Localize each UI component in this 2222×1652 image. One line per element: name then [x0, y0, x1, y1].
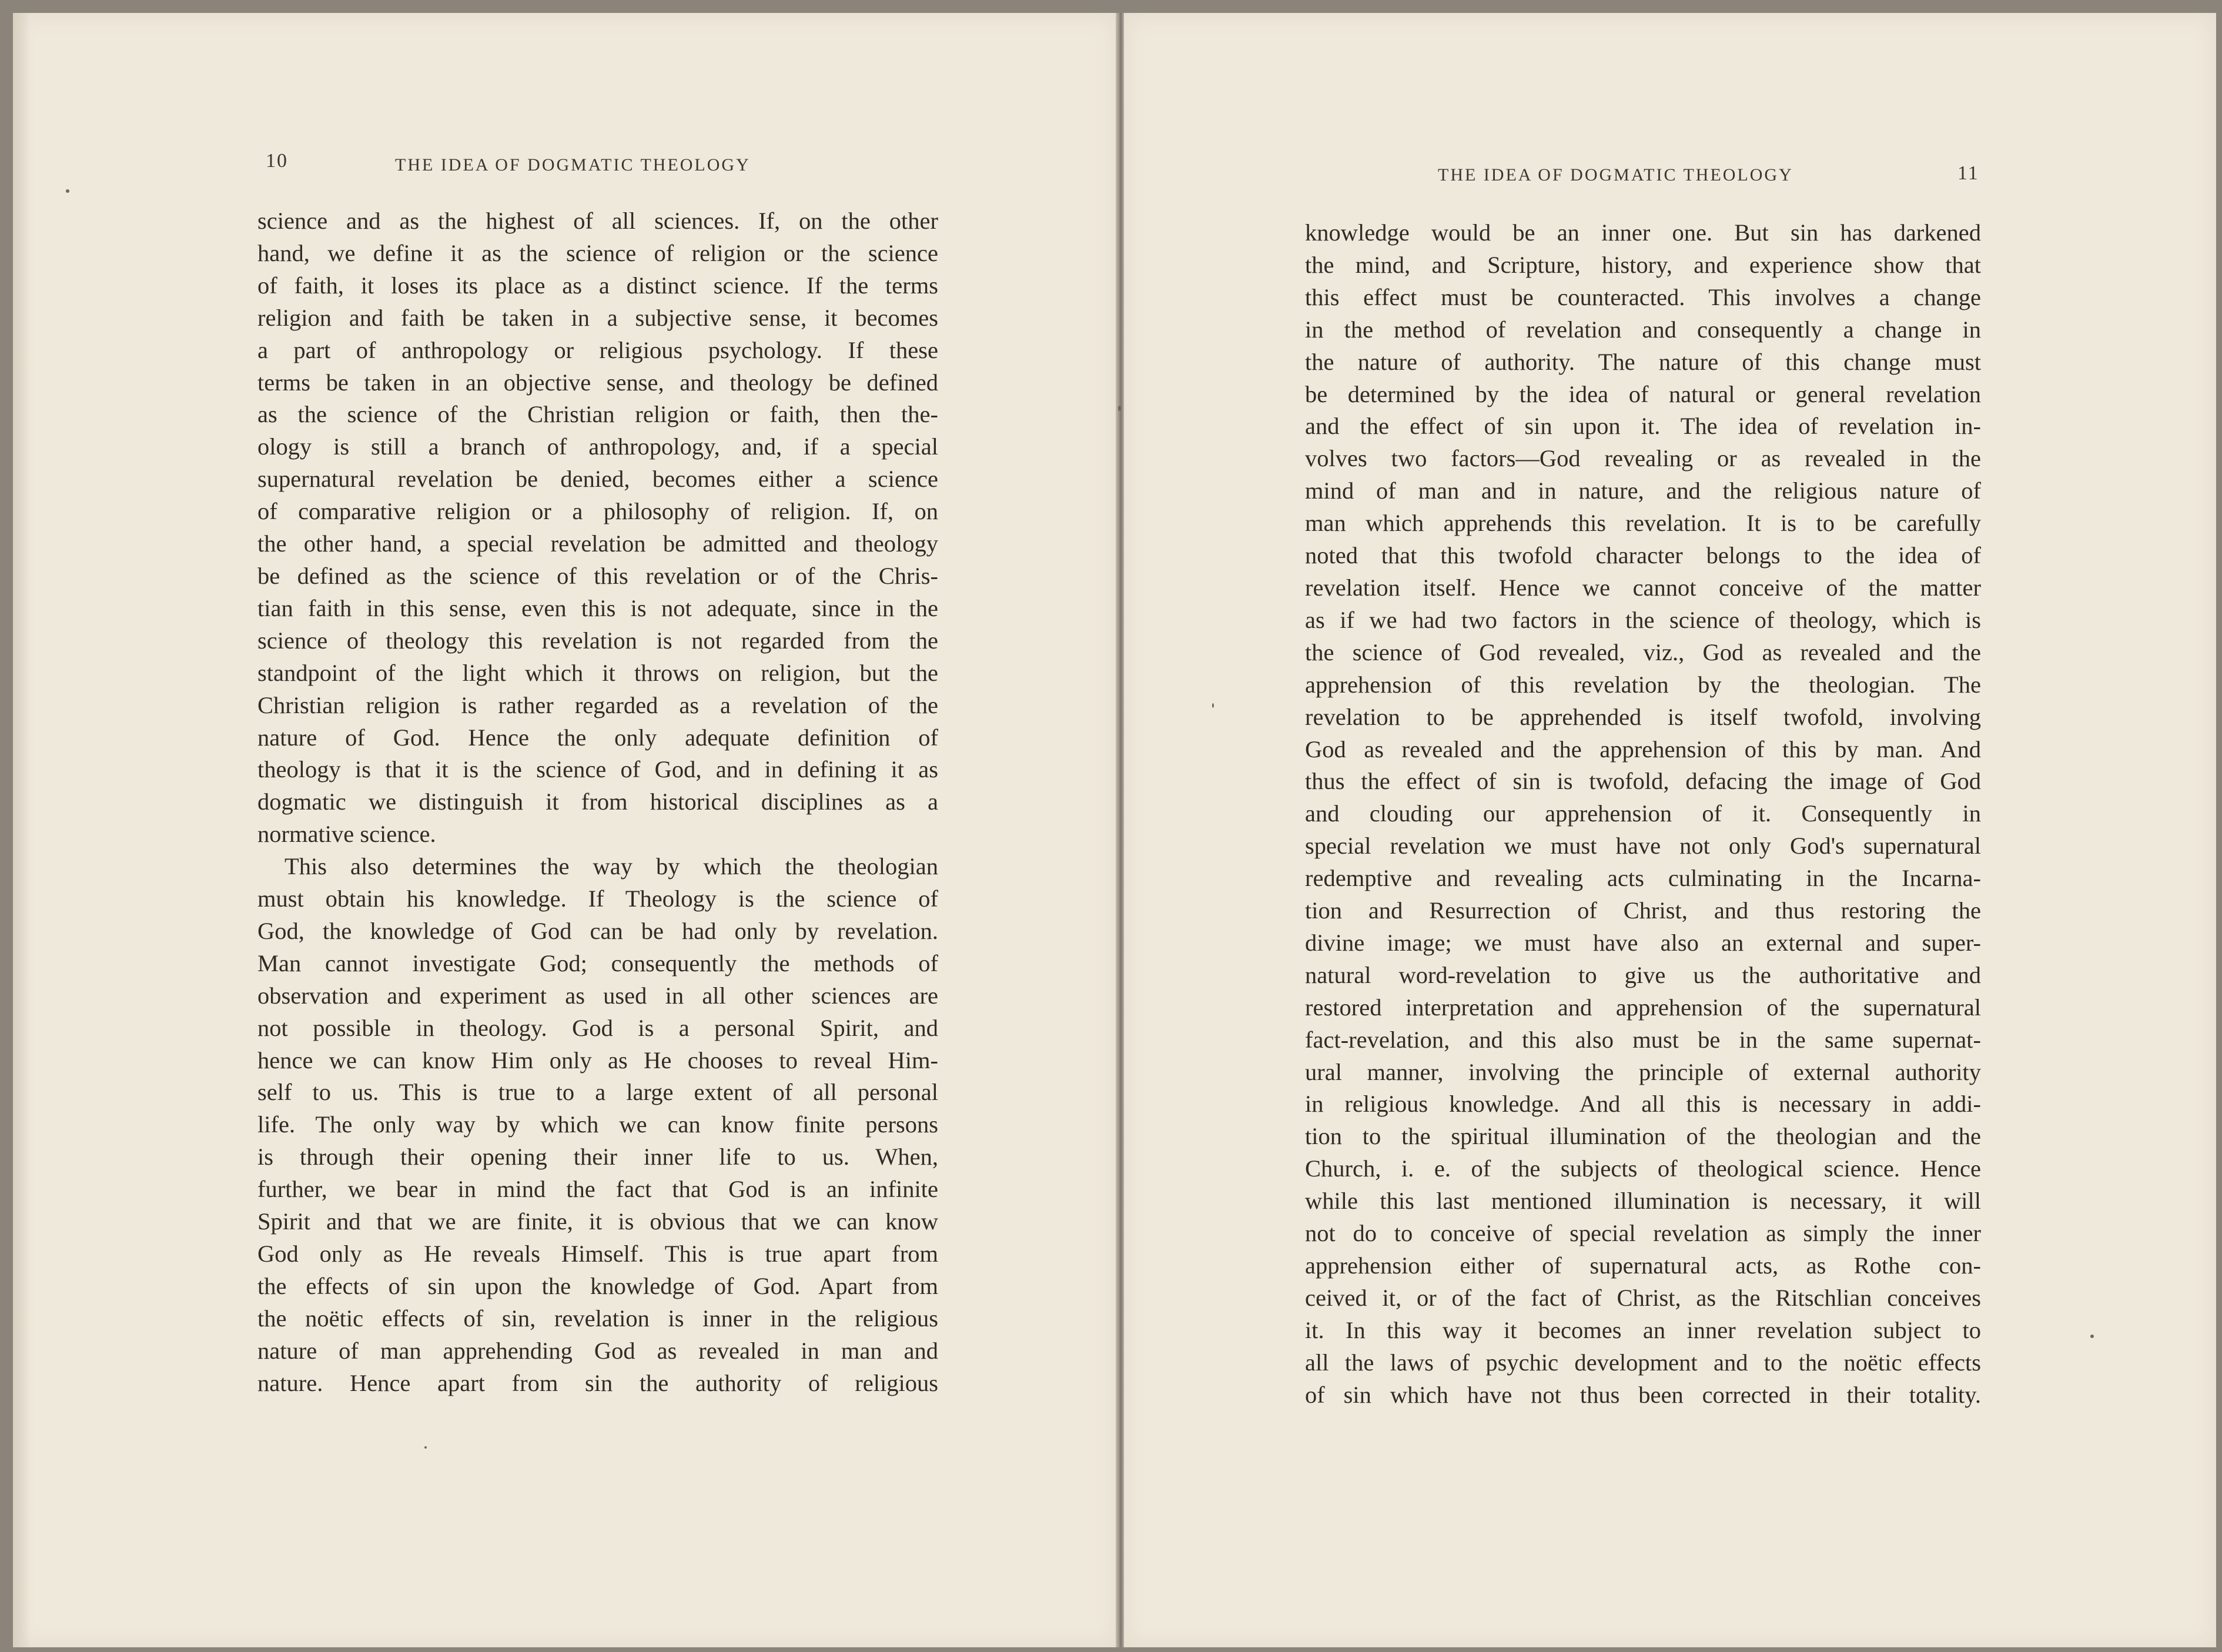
text-line: of sin which have not thus been corrected in their totality. — [1305, 1381, 1981, 1408]
text-line: science of theology this revelation is not regarded from the — [257, 627, 938, 654]
text-line: and clouding our apprehension of it. Consequently in — [1305, 800, 1981, 827]
text-line: divine image; we must have also an external and super- — [1305, 929, 1981, 956]
text-line: apprehension of this revelation by the theologian. The — [1305, 671, 1981, 698]
text-line: God only as He reveals Himself. This is true apart from — [257, 1240, 938, 1267]
left-page-number: 10 — [266, 150, 288, 172]
text-line: the other hand, a special revelation be admitted and theology — [257, 530, 938, 557]
text-line: standpoint of the light which it throws on religion, but the — [257, 659, 938, 686]
left-running-head: THE IDEA OF DOGMATIC THEOLOGY — [395, 155, 751, 175]
text-line: This also determines the way by which the theologian — [285, 853, 938, 880]
text-line: nature of man apprehending God as revealed in man and — [257, 1337, 938, 1364]
text-line: in the method of revelation and consequently a change in — [1305, 316, 1981, 343]
text-line: supernatural revelation be denied, becomes either a science — [257, 466, 938, 493]
paper-speck — [66, 189, 69, 193]
text-line: God as revealed and the apprehension of this by man. And — [1305, 735, 1981, 763]
text-line: mind of man and in nature, and the religious nature of — [1305, 477, 1981, 504]
text-line: ceived it, or of the fact of Christ, as the Ritschlian conceives — [1305, 1284, 1981, 1311]
right-page-body — [1305, 217, 1981, 1412]
text-line: be determined by the idea of natural or general revelation — [1305, 380, 1981, 407]
text-line: not possible in theology. God is a personal Spirit, and — [257, 1014, 938, 1041]
text-line: this effect must be counteracted. This involves a change — [1305, 283, 1981, 310]
left-page-body — [257, 205, 938, 1400]
text-line: Christian religion is rather regarded as a revelation of the — [257, 691, 938, 718]
text-line: self to us. This is true to a large extent of all personal — [257, 1079, 938, 1106]
text-line: the mind, and Scripture, history, and experience show that — [1305, 251, 1981, 278]
text-line: restored interpretation and apprehension of the supernatural — [1305, 994, 1981, 1021]
text-line: science and as the highest of all sciences. If, on the other — [257, 208, 938, 234]
paper-speck — [1118, 406, 1121, 411]
text-line: religion and faith be taken in a subjective sense, it becomes — [257, 304, 938, 331]
text-line: nature. Hence apart from sin the authority of religious — [257, 1369, 938, 1396]
text-line: a part of anthropology or religious psychology. If these — [257, 336, 938, 363]
text-line: the science of God revealed, viz., God as revealed and the — [1305, 638, 1981, 666]
text-line: Man cannot investigate God; consequently the methods of — [257, 949, 938, 977]
text-line: be defined as the science of this revelation or of the Chris- — [257, 562, 938, 589]
text-line: tion and Resurrection of Christ, and thus restoring the — [1305, 897, 1981, 924]
paper-speck — [2090, 1335, 2094, 1338]
text-line: theology is that it is the science of God, and in defining it as — [257, 756, 938, 783]
text-line: of faith, it loses its place as a distinct science. If the terms — [257, 272, 938, 299]
text-line: natural word-revelation to give us the authoritative and — [1305, 961, 1981, 988]
text-line: revelation to be apprehended is itself twofold, involving — [1305, 703, 1981, 730]
text-line: as if we had two factors in the science of theology, which is — [1305, 606, 1981, 633]
paper-speck — [1212, 703, 1214, 708]
text-line: fact-revelation, and this also must be in the same supernat- — [1305, 1026, 1981, 1053]
text-line: must obtain his knowledge. If Theology is the science of — [257, 885, 938, 912]
text-line: and the effect of sin upon it. The idea of revelation in- — [1305, 413, 1981, 440]
right-running-head: THE IDEA OF DOGMATIC THEOLOGY — [1438, 165, 1793, 185]
left-page-edge-shadow — [13, 13, 31, 1647]
text-line: it. In this way it becomes an inner revelation subject to — [1305, 1316, 1981, 1343]
text-line: all the laws of psychic development and to the noëtic effects — [1305, 1349, 1981, 1376]
text-line: normative science. — [257, 821, 436, 848]
text-line: noted that this twofold character belongs to the idea of — [1305, 542, 1981, 569]
text-line: life. The only way by which we can know finite persons — [257, 1111, 938, 1138]
text-line: tian faith in this sense, even this is not adequate, since in the — [257, 594, 938, 621]
text-line: special revelation we must have not only God's supernatural — [1305, 832, 1981, 860]
text-line: terms be taken in an objective sense, and theology be defined — [257, 369, 938, 396]
text-line: hand, we define it as the science of religion or the science — [257, 239, 938, 266]
text-line: ural manner, involving the principle of external authority — [1305, 1058, 1981, 1085]
text-line: in religious knowledge. And all this is necessary in addi- — [1305, 1091, 1981, 1118]
text-line: dogmatic we distinguish it from historical disciplines as a — [257, 788, 938, 815]
text-line: hence we can know Him only as He chooses to reveal Him- — [257, 1046, 938, 1074]
text-line: thus the effect of sin is twofold, defacing the image of God — [1305, 768, 1981, 795]
text-line: as the science of the Christian religion or faith, then the- — [257, 401, 938, 428]
text-line: is through their opening their inner life to us. When, — [257, 1143, 938, 1171]
text-line: while this last mentioned illumination is necessary, it will — [1305, 1188, 1981, 1215]
text-line: observation and experiment as used in all other sciences are — [257, 982, 938, 1009]
text-line: knowledge would be an inner one. But sin has darkened — [1305, 219, 1981, 246]
text-line: the nature of authority. The nature of this change must — [1305, 348, 1981, 375]
text-line: tion to the spiritual illumination of the theologian and the — [1305, 1123, 1981, 1150]
text-line: the effects of sin upon the knowledge of God. Apart from — [257, 1272, 938, 1299]
paper-speck — [424, 1446, 427, 1449]
text-line: God, the knowledge of God can be had only by revelation. — [257, 917, 938, 944]
text-line: ology is still a branch of anthropology, and, if a special — [257, 433, 938, 460]
text-line: further, we bear in mind the fact that God is an infinite — [257, 1176, 938, 1203]
text-line: apprehension either of supernatural acts, as Rothe con- — [1305, 1252, 1981, 1279]
text-line: volves two factors—God revealing or as revealed in the — [1305, 445, 1981, 472]
right-page-number: 11 — [1957, 162, 1979, 184]
text-line: nature of God. Hence the only adequate definition of — [257, 724, 938, 751]
text-line: the noëtic effects of sin, revelation is inner in the religious — [257, 1305, 938, 1332]
text-line: man which apprehends this revelation. It is to be carefully — [1305, 510, 1981, 537]
text-line: not do to conceive of special revelation as simply the inner — [1305, 1220, 1981, 1247]
text-line: Church, i. e. of the subjects of theological science. Hence — [1305, 1155, 1981, 1182]
text-line: redemptive and revealing acts culminating in the Incarna- — [1305, 865, 1981, 892]
text-line: of comparative religion or a philosophy of religion. If, on — [257, 498, 938, 525]
text-line: revelation itself. Hence we cannot conceive of the matter — [1305, 574, 1981, 601]
text-line: Spirit and that we are finite, it is obvious that we can know — [257, 1208, 938, 1235]
